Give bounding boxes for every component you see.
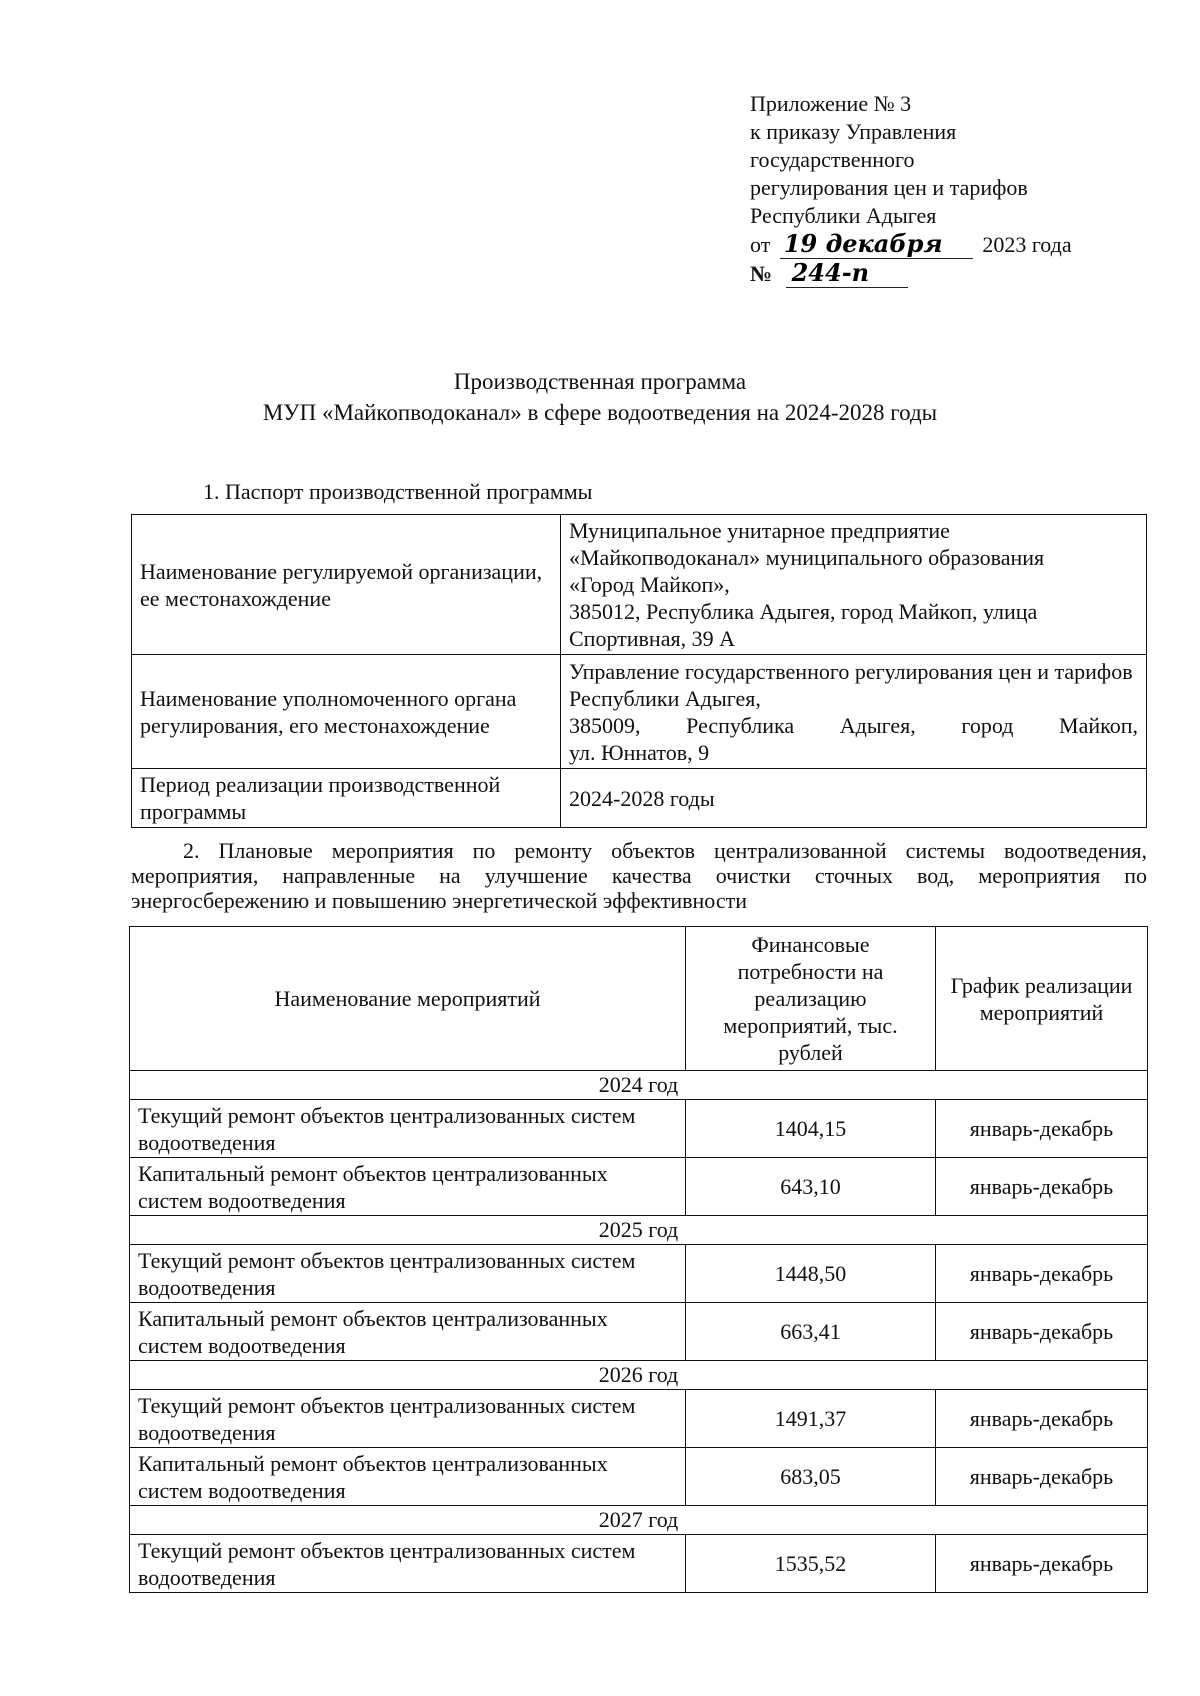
header-finance: Финансовые потребности на реализацию мероприятий, тыс. рублей bbox=[686, 927, 936, 1071]
year-label: 2024 год bbox=[130, 1071, 1148, 1100]
year-row bbox=[130, 1071, 1148, 1100]
document-title bbox=[0, 366, 1200, 428]
activity-schedule: январь-декабрь bbox=[936, 1303, 1148, 1361]
number-sign: № bbox=[750, 261, 773, 286]
appendix-block bbox=[750, 90, 1170, 288]
activity-amount: 1535,52 bbox=[686, 1535, 936, 1593]
title-line-1: Производственная программа bbox=[453, 369, 747, 394]
table-row bbox=[130, 1535, 1148, 1593]
table-row bbox=[130, 1158, 1148, 1216]
passport-value bbox=[561, 655, 1147, 769]
activity-schedule: январь-декабрь bbox=[936, 1390, 1148, 1448]
activity-amount: 1404,15 bbox=[686, 1100, 936, 1158]
passport-table bbox=[131, 514, 1147, 828]
header-name: Наименование мероприятий bbox=[130, 927, 686, 1071]
passport-value bbox=[561, 769, 1147, 828]
value-line: «Майкопводоканал» муниципального образования bbox=[569, 545, 1045, 570]
activity-schedule: январь-декабрь bbox=[936, 1100, 1148, 1158]
value-line: 2024-2028 годы bbox=[569, 785, 715, 811]
activity-amount: 1448,50 bbox=[686, 1245, 936, 1303]
table-header-row bbox=[130, 927, 1148, 1071]
activities-table bbox=[129, 926, 1148, 1593]
passport-value bbox=[561, 515, 1147, 655]
activity-schedule: январь-декабрь bbox=[936, 1245, 1148, 1303]
appendix-line: к приказу Управления bbox=[750, 119, 957, 144]
activity-amount: 1491,37 bbox=[686, 1390, 936, 1448]
handwritten-number: 244-п bbox=[786, 259, 908, 288]
value-line: Муниципальное унитарное предприятие bbox=[569, 518, 950, 543]
year-label: 2027 год bbox=[130, 1506, 1148, 1535]
year-row bbox=[130, 1361, 1148, 1390]
activity-amount: 683,05 bbox=[686, 1448, 936, 1506]
value-line: «Город Майкоп», bbox=[569, 572, 730, 597]
table-row bbox=[132, 769, 1147, 828]
activity-name: Капитальный ремонт объектов централизованных систем водоотведения bbox=[130, 1158, 686, 1216]
section2-heading: 2. Плановые мероприятия по ремонту объектов централизованной системы водоотведения, мероприятия, направленные на улучшение качества очистки сточных вод, мероприятия по энергосбережению и повышению энергетической эффективности bbox=[131, 838, 1147, 913]
handwritten-date: 19 декабря bbox=[780, 230, 973, 259]
activity-name: Капитальный ремонт объектов централизованных систем водоотведения bbox=[130, 1448, 686, 1506]
activity-name: Текущий ремонт объектов централизованных систем водоотведения bbox=[130, 1535, 686, 1593]
activity-schedule: январь-декабрь bbox=[936, 1535, 1148, 1593]
table-row bbox=[130, 1448, 1148, 1506]
title-line-2: МУП «Майкопводоканал» в сфере водоотведения на 2024-2028 годы bbox=[262, 400, 938, 425]
activity-amount: 643,10 bbox=[686, 1158, 936, 1216]
passport-label: Период реализации производственной программы bbox=[132, 769, 561, 828]
table-row bbox=[130, 1303, 1148, 1361]
activity-amount: 663,41 bbox=[686, 1303, 936, 1361]
appendix-line: регулирования цен и тарифов bbox=[750, 175, 1028, 200]
activity-name: Текущий ремонт объектов централизованных систем водоотведения bbox=[130, 1390, 686, 1448]
table-row bbox=[132, 655, 1147, 769]
passport-label: Наименование регулируемой организации, ее местонахождение bbox=[132, 515, 561, 655]
header-schedule: График реализации мероприятий bbox=[936, 927, 1148, 1071]
table-row bbox=[130, 1100, 1148, 1158]
value-line: ул. Юннатов, 9 bbox=[569, 739, 710, 765]
year-row bbox=[130, 1216, 1148, 1245]
date-prefix: от bbox=[750, 232, 771, 257]
value-line: Управление государственного регулирования цен и тарифов Республики Адыгея, bbox=[569, 658, 1133, 711]
table-row bbox=[130, 1245, 1148, 1303]
appendix-number bbox=[750, 259, 1170, 288]
appendix-line: государственного bbox=[750, 147, 915, 172]
year-label: 2025 год bbox=[130, 1216, 1148, 1245]
year-row bbox=[130, 1506, 1148, 1535]
activity-schedule: январь-декабрь bbox=[936, 1448, 1148, 1506]
activity-name: Капитальный ремонт объектов централизованных систем водоотведения bbox=[130, 1303, 686, 1361]
activity-schedule: январь-декабрь bbox=[936, 1158, 1148, 1216]
appendix-line: Республики Адыгея bbox=[750, 203, 937, 228]
section1-heading: 1. Паспорт производственной программы bbox=[203, 479, 593, 504]
activity-name: Текущий ремонт объектов централизованных систем водоотведения bbox=[130, 1100, 686, 1158]
passport-label: Наименование уполномоченного органа регулирования, его местонахождение bbox=[132, 655, 561, 769]
table-row bbox=[130, 1390, 1148, 1448]
date-suffix: 2023 года bbox=[982, 232, 1072, 257]
value-line: 385012, Республика Адыгея, город Майкоп, улица Спортивная, 39 А bbox=[569, 599, 1038, 651]
value-line: 385009, Республика Адыгея, город Майкоп, bbox=[569, 712, 1138, 738]
year-label: 2026 год bbox=[130, 1361, 1148, 1390]
appendix-title: Приложение № 3 bbox=[750, 91, 912, 116]
table-row bbox=[132, 515, 1147, 655]
activity-name: Текущий ремонт объектов централизованных систем водоотведения bbox=[130, 1245, 686, 1303]
appendix-date bbox=[750, 230, 1170, 259]
